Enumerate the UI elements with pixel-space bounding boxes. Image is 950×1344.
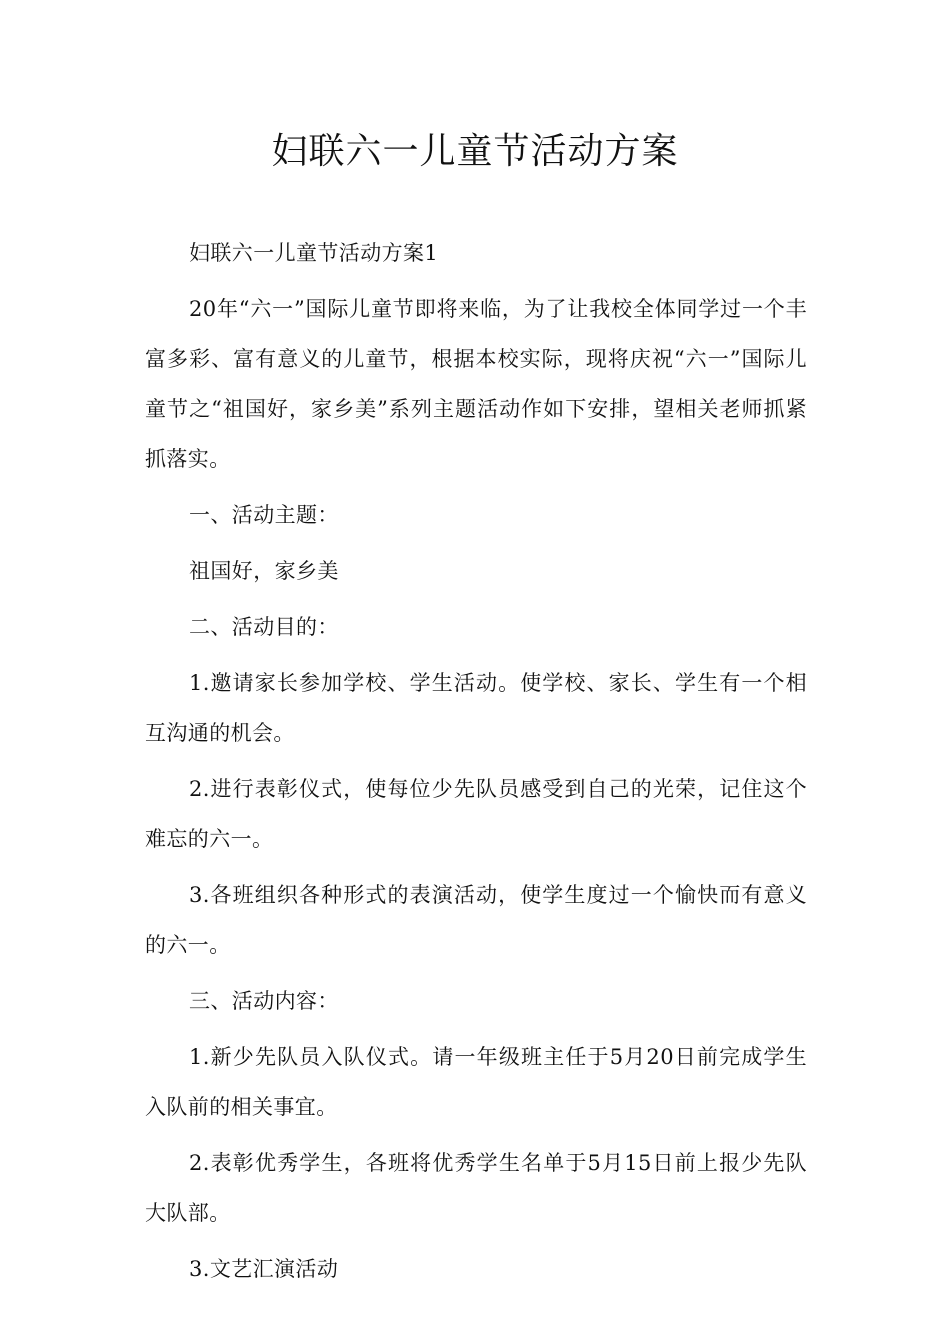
document-body [145, 228, 807, 1300]
heading-activity-purpose: 二、活动目的： [189, 615, 339, 639]
section-heading-plan-1: 妇联六一儿童节活动方案1 [189, 241, 439, 265]
heading-activity-theme: 一、活动主题： [189, 503, 339, 527]
purpose-item-3: 3.各班组织各种形式的表演活动，使学生度过一个愉快而有意义的六一。 [145, 883, 807, 957]
content-item-1: 1.新少先队员入队仪式。请一年级班主任于5月20日前完成学生入队前的相关事宜。 [145, 1045, 807, 1119]
content-item-3: 3.文艺汇演活动 [189, 1257, 339, 1281]
document-title: 妇联六一儿童节活动方案 [271, 131, 679, 172]
activity-theme-text: 祖国好，家乡美 [189, 559, 339, 583]
purpose-item-2: 2.进行表彰仪式，使每位少先队员感受到自己的光荣，记住这个难忘的六一。 [145, 777, 807, 851]
intro-paragraph: 20年“六一”国际儿童节即将来临，为了让我校全体同学过一个丰富多彩、富有意义的儿童节，根据本校实际，现将庆祝“六一”国际儿童节之“祖国好，家乡美”系列主题活动作如下安排，望相关老师抓紧抓落实。 [145, 297, 807, 471]
content-item-2: 2.表彰优秀学生，各班将优秀学生名单于5月15日前上报少先队大队部。 [145, 1151, 807, 1225]
heading-activity-content: 三、活动内容： [189, 989, 339, 1013]
purpose-item-1: 1.邀请家长参加学校、学生活动。使学校、家长、学生有一个相互沟通的机会。 [145, 671, 807, 745]
